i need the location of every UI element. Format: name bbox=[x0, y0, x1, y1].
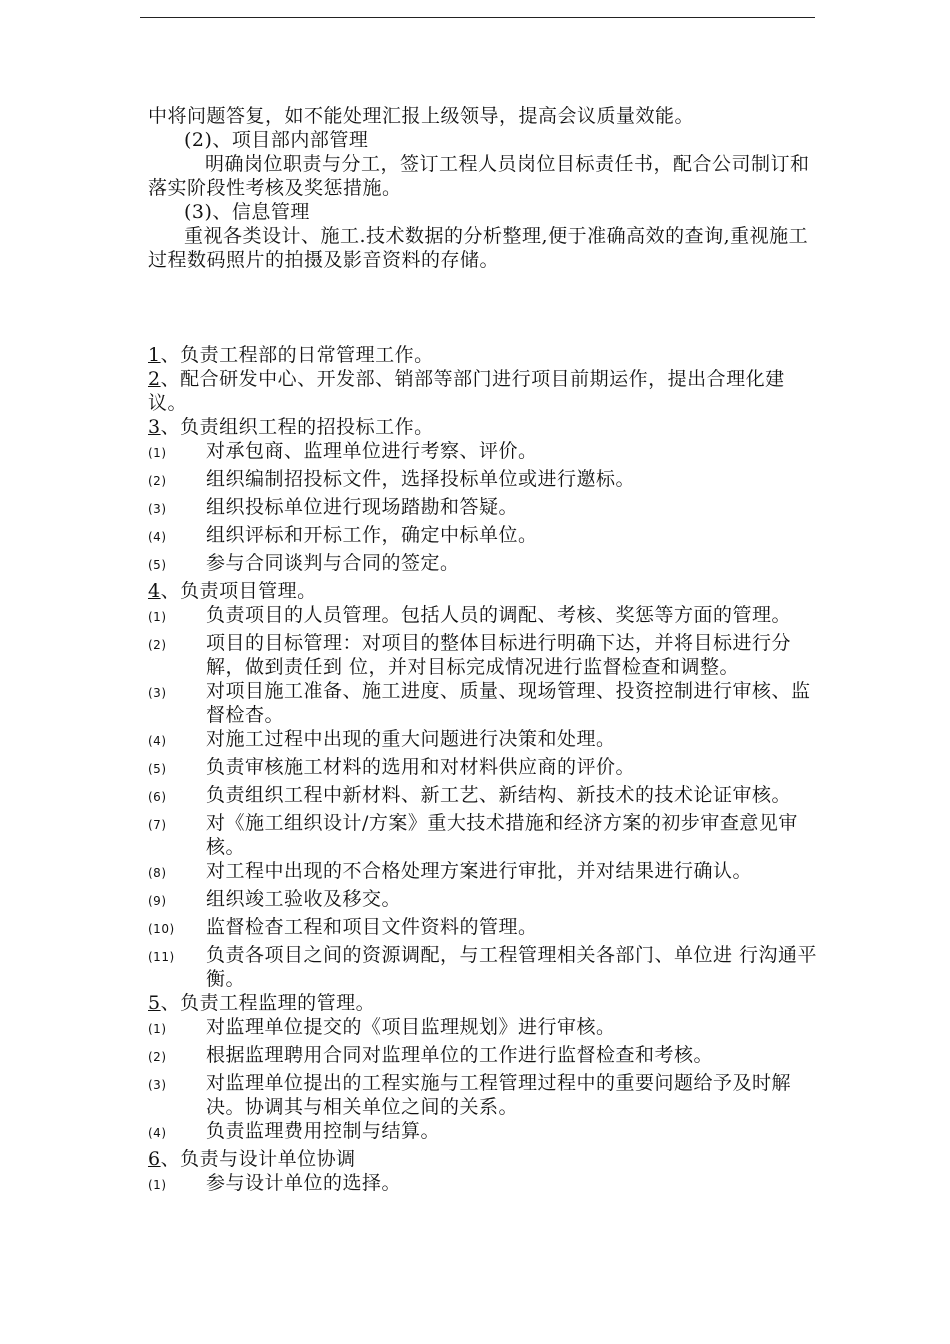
header-rule bbox=[140, 17, 815, 18]
list-item bbox=[148, 523, 818, 551]
item-text: 负责项目的人员管理。包括人员的调配、考核、奖惩等方面的管理。 bbox=[206, 604, 792, 626]
list-item bbox=[148, 943, 818, 991]
list-item bbox=[148, 915, 818, 943]
item-text: 对承包商、监理单位进行考察、评价。 bbox=[206, 440, 538, 462]
item-text: 对《施工组织设计/方案》重大技术措施和经济方案的初步审查意见审核。 bbox=[206, 812, 798, 858]
list-item bbox=[148, 1043, 818, 1071]
item-text: 组织评标和开标工作，确定中标单位。 bbox=[206, 524, 538, 546]
item-number: (1) bbox=[148, 1178, 167, 1192]
item-number: (3) bbox=[148, 502, 167, 516]
section-number: 3 bbox=[148, 416, 161, 438]
section-number: 6 bbox=[148, 1148, 161, 1170]
item-text: 对施工过程中出现的重大问题进行决策和处理。 bbox=[206, 728, 616, 750]
list-item bbox=[148, 727, 818, 755]
item-number: (5) bbox=[148, 558, 167, 572]
item-number: (4) bbox=[148, 530, 167, 544]
section-title: 、配合研发中心、开发部、销部等部门进行项目前期运作，提出合理化建议。 bbox=[148, 368, 785, 414]
list-item bbox=[148, 1171, 818, 1199]
list-item bbox=[148, 495, 818, 523]
list-item bbox=[148, 603, 818, 631]
paragraph-project-internal: 明确岗位职责与分工，签订工程人员岗位目标责任书，配合公司制订和落实阶段性考核及奖惩措施。 bbox=[148, 153, 810, 199]
item-number: (3) bbox=[148, 1078, 167, 1092]
section-title: 、负责项目管理。 bbox=[160, 580, 317, 602]
section-heading bbox=[148, 367, 818, 415]
item-text: 负责审核施工材料的选用和对材料供应商的评价。 bbox=[206, 756, 636, 778]
item-number: (10) bbox=[148, 922, 175, 936]
list-item bbox=[148, 551, 818, 579]
item-number: (1) bbox=[148, 1022, 167, 1036]
item-number: (11) bbox=[148, 950, 175, 964]
section-number: 2 bbox=[148, 368, 161, 390]
section-number: 1 bbox=[148, 344, 161, 366]
item-number: (2) bbox=[148, 474, 167, 488]
item-text: 组织竣工验收及移交。 bbox=[206, 888, 402, 910]
item-text: 负责监理费用控制与结算。 bbox=[206, 1120, 441, 1142]
paragraph-info-management: 重视各类设计、施工.技术数据的分析整理,便于准确高效的查询,重视施工过程数码照片的拍摄及影音资料的存储。 bbox=[148, 225, 809, 271]
list-item bbox=[148, 859, 818, 887]
list-item bbox=[148, 783, 818, 811]
item-text: 对监理单位提交的《项目监理规划》进行审核。 bbox=[206, 1016, 616, 1038]
section-heading bbox=[148, 991, 818, 1015]
item-text: 项目的目标管理：对项目的整体目标进行明确下达，并将目标进行分解，做到责任到 位，并对目标完成情况进行监督检查和调整。 bbox=[206, 632, 792, 678]
item-number: (1) bbox=[148, 446, 167, 460]
list-item bbox=[148, 679, 818, 727]
spacer bbox=[148, 272, 818, 343]
item-number: (4) bbox=[148, 1126, 167, 1140]
list-item bbox=[148, 467, 818, 495]
item-text: 负责各项目之间的资源调配，与工程管理相关各部门、单位进 行沟通平衡。 bbox=[206, 944, 818, 990]
item-text: 根据监理聘用合同对监理单位的工作进行监督检查和考核。 bbox=[206, 1044, 714, 1066]
item-number: (5) bbox=[148, 762, 167, 776]
list-item bbox=[148, 1015, 818, 1043]
item-text: 参与设计单位的选择。 bbox=[206, 1172, 402, 1194]
item-number: (8) bbox=[148, 866, 167, 880]
list-item bbox=[148, 439, 818, 467]
item-text: 参与合同谈判与合同的签定。 bbox=[206, 552, 460, 574]
item-text: 对项目施工准备、施工进度、质量、现场管理、投资控制进行审核、监督检杳。 bbox=[206, 680, 811, 726]
item-text: 监督检杳工程和项目文件资料的管理。 bbox=[206, 916, 538, 938]
item-text: 组织投标单位进行现场踏勘和答疑。 bbox=[206, 496, 519, 518]
item-number: (4) bbox=[148, 734, 167, 748]
duties-list bbox=[148, 343, 818, 1199]
list-item bbox=[148, 631, 818, 679]
section-number: 5 bbox=[148, 992, 161, 1014]
section-title: 、负责工程部的日常管理工作。 bbox=[160, 344, 434, 366]
section-heading bbox=[148, 1147, 818, 1171]
item-number: (6) bbox=[148, 790, 167, 804]
section-heading bbox=[148, 579, 818, 603]
section-heading bbox=[148, 343, 818, 367]
item-number: (2) bbox=[148, 1050, 167, 1064]
item-text: 对监理单位提出的工程实施与工程管理过程中的重要问题给予及时解决。协调其与相关单位之间的关系。 bbox=[206, 1072, 792, 1118]
list-item bbox=[148, 1119, 818, 1147]
section-title: 、负责组织工程的招投标工作。 bbox=[160, 416, 434, 438]
item-text: 负责组织工程中新材料、新工艺、新结构、新技术的技术论证审核。 bbox=[206, 784, 792, 806]
item-number: (2) bbox=[148, 638, 167, 652]
item-text: 对工程中出现的不合格处理方案进行审批，并对结果进行确认。 bbox=[206, 860, 753, 882]
list-item bbox=[148, 1071, 818, 1119]
list-item bbox=[148, 887, 818, 915]
section-title: 、负责工程监理的管理。 bbox=[160, 992, 376, 1014]
section-number: 4 bbox=[148, 580, 161, 602]
heading-info-management: (3)、信息管理 bbox=[184, 201, 310, 223]
document-body bbox=[148, 104, 818, 1199]
item-number: (1) bbox=[148, 610, 167, 624]
section-heading bbox=[148, 415, 818, 439]
heading-project-internal: (2)、项目部内部管理 bbox=[184, 129, 369, 151]
item-number: (9) bbox=[148, 894, 167, 908]
section-title: 、负责与设计单位协调 bbox=[160, 1148, 356, 1170]
item-number: (3) bbox=[148, 686, 167, 700]
list-item bbox=[148, 755, 818, 783]
list-item bbox=[148, 811, 818, 859]
item-text: 组织编制招投标文件，选择投标单位或进行邀标。 bbox=[206, 468, 636, 490]
intro-line: 中将问题答复，如不能处理汇报上级领导，提高会议质量效能。 bbox=[148, 105, 695, 127]
item-number: (7) bbox=[148, 818, 167, 832]
